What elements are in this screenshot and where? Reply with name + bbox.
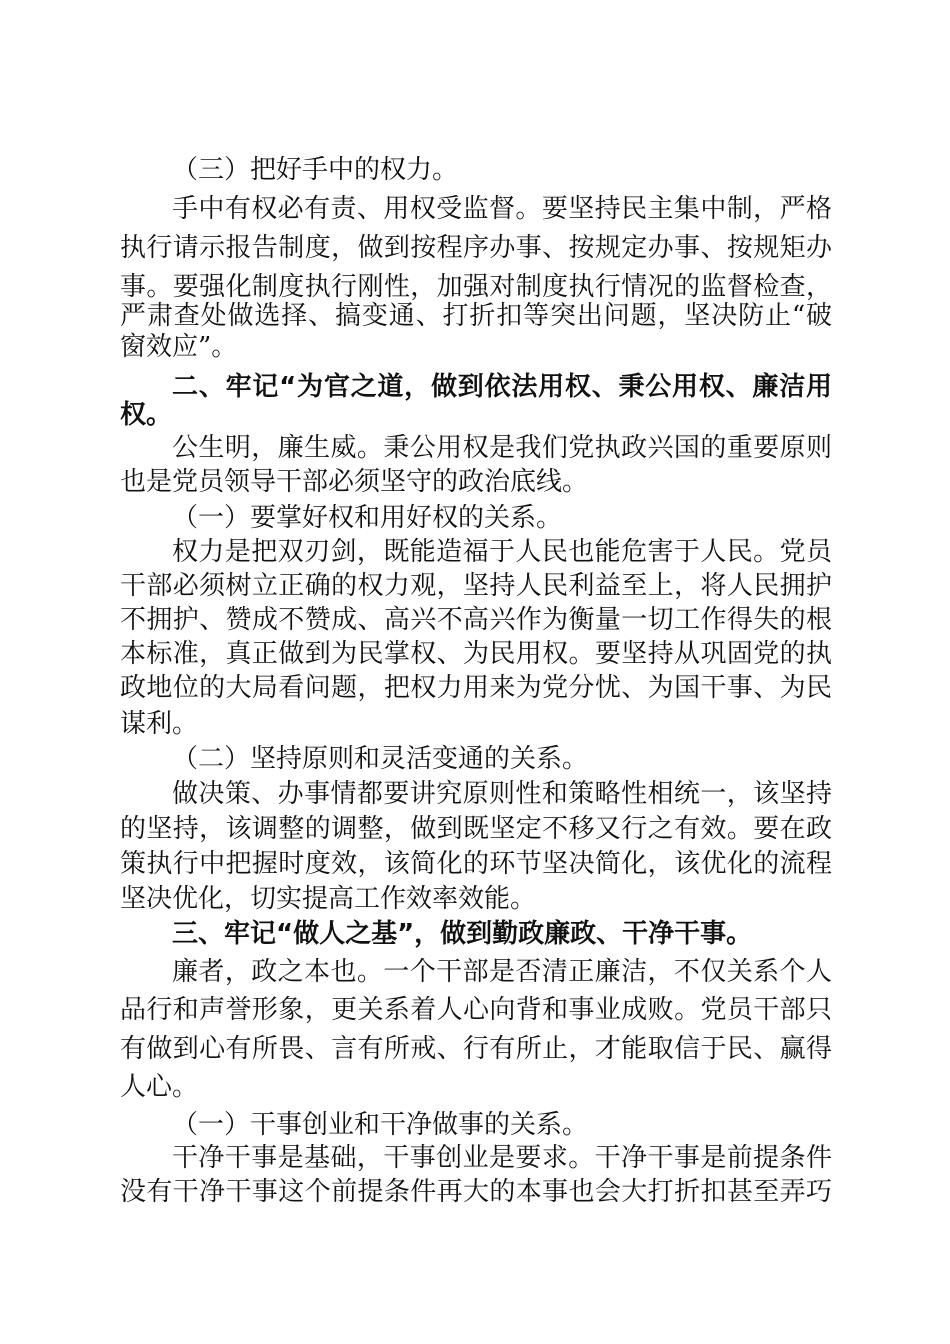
paragraph-line: 坚决优化，切实提高工作效率效能。: [120, 884, 537, 914]
paragraph-line: 不拥护、赞成不赞成、高兴不高兴作为衡量一切工作得失的根: [120, 605, 832, 635]
paragraph-line: 手中有权必有责、用权受监督。要坚持民主集中制，严格: [172, 194, 832, 224]
paragraph-line: 品行和声誉形象，更关系着人心向背和事业成败。党员干部只: [120, 995, 832, 1025]
paragraph-line: 权力是把双刃剑，既能造福于人民也能危害于人民。党员: [172, 537, 832, 567]
section-heading-2: 二、牢记“为官之道，做到依法用权、秉公用权、廉洁用: [172, 372, 832, 402]
paragraph-line: 人心。: [120, 1072, 199, 1102]
paragraph-line: 做决策、办事情都要讲究原则性和策略性相统一，该坚持: [172, 779, 832, 809]
paragraph-line: 事。要强化制度执行刚性，加强对制度执行情况的监督检查，: [120, 272, 832, 302]
paragraph-line: 本标准，真正做到为民掌权、为民用权。要坚持从巩固党的执: [120, 639, 832, 669]
subheading-3: （三）把好手中的权力。: [172, 155, 459, 185]
paragraph-line: 有做到心有所畏、言有所戒、行有所止，才能取信于民、赢得: [120, 1034, 832, 1064]
paragraph-line: 的坚持，该调整的调整，做到既坚定不移又行之有效。要在政: [120, 814, 832, 844]
paragraph-line: 没有干净干事这个前提条件再大的本事也会大打折扣甚至弄巧: [120, 1177, 832, 1207]
paragraph-line: 策执行中把握时度效，该简化的环节坚决简化，该优化的流程: [120, 849, 832, 879]
paragraph-line: 谋利。: [120, 709, 199, 739]
subheading-1b: （一）干事创业和干净做事的关系。: [172, 1110, 589, 1140]
paragraph-line: 干部必须树立正确的权力观，坚持人民利益至上，将人民拥护: [120, 571, 832, 601]
paragraph-line: 公生明，廉生威。秉公用权是我们党执政兴国的重要原则: [172, 433, 832, 463]
section-heading-2-cont: 权。: [120, 400, 173, 430]
section-heading-3: 三、牢记“做人之基”，做到勤政廉政、干净干事。: [172, 919, 753, 949]
paragraph-line: 窗效应”。: [120, 332, 238, 362]
paragraph-line: 干净干事是基础，干事创业是要求。干净干事是前提条件: [172, 1143, 832, 1173]
paragraph-line: 廉者，政之本也。一个干部是否清正廉洁，不仅关系个人: [172, 957, 832, 987]
subheading-2: （二）坚持原则和灵活变通的关系。: [172, 744, 589, 774]
paragraph-line: 执行请示报告制度，做到按程序办事、按规定办事、按规矩办: [120, 233, 832, 263]
paragraph-line: 也是党员领导干部必须坚守的政治底线。: [120, 467, 589, 497]
paragraph-line: 政地位的大局看问题，把权力用来为党分忧、为国干事、为民: [120, 673, 832, 703]
paragraph-line: 严肃查处做选择、搞变通、打折扣等突出问题，坚决防止“破: [120, 301, 832, 331]
subheading-1: （一）要掌好权和用好权的关系。: [172, 503, 563, 533]
